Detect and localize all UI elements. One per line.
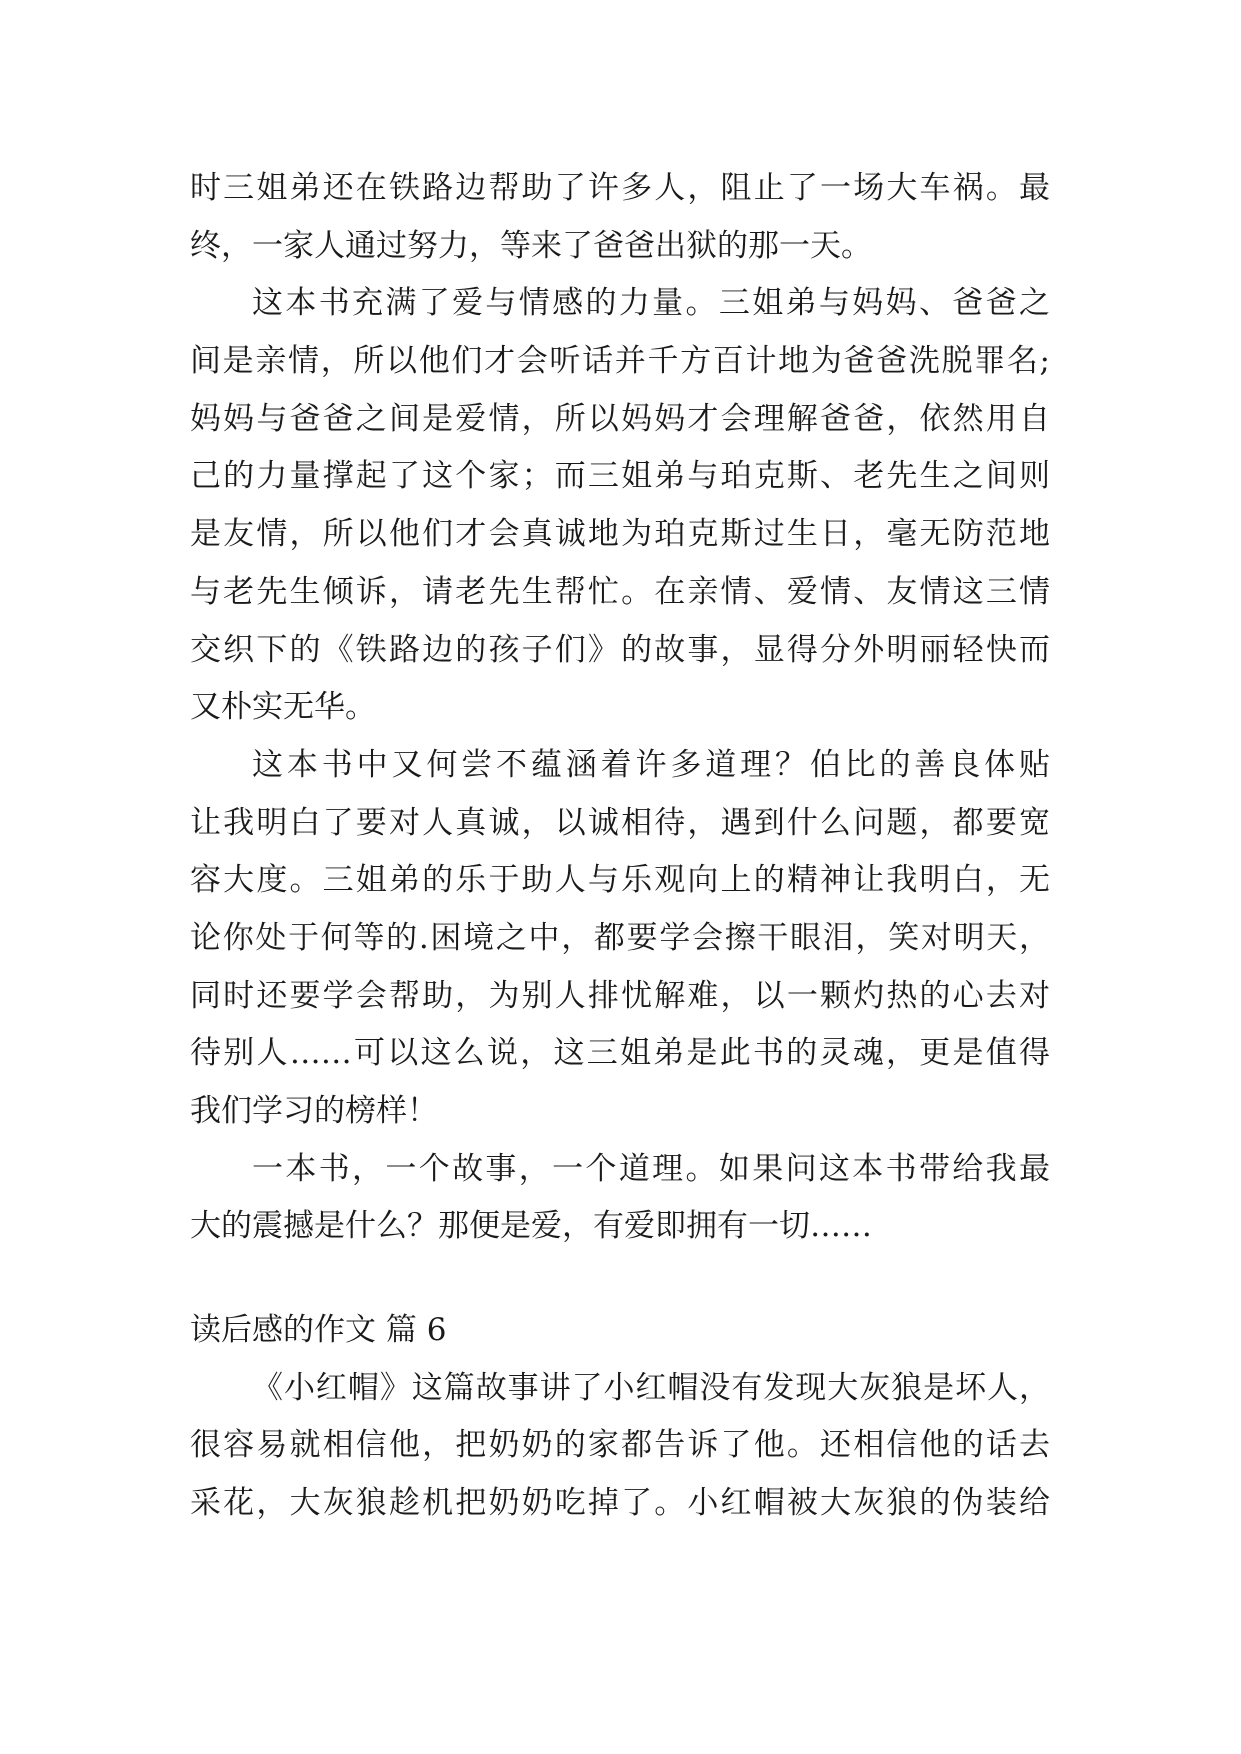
document-body — [190, 160, 1050, 1533]
text-line: 《小红帽》这篇故事讲了小红帽没有发现大灰狼是坏人， — [252, 1369, 1050, 1406]
text-line: 这本书充满了爱与情感的力量。三姐弟与妈妈、爸爸之 — [252, 285, 1050, 322]
section-gap — [190, 1256, 1050, 1302]
text-line: 与老先生倾诉，请老先生帮忙。在亲情、爱情、友情这三情 — [190, 573, 1050, 610]
text-line: 很容易就相信他，把奶奶的家都告诉了他。还相信他的话去 — [190, 1427, 1050, 1464]
text-line: 间是亲情，所以他们才会听话并千方百计地为爸爸洗脱罪名; — [190, 343, 1050, 380]
text-line: 同时还要学会帮助，为别人排忧解难，以一颗灼热的心去对 — [190, 977, 1050, 1014]
text-line: 这本书中又何尝不蕴涵着许多道理？伯比的善良体贴 — [252, 746, 1050, 783]
text-line: 妈妈与爸爸之间是爱情，所以妈妈才会理解爸爸，依然用自 — [190, 400, 1050, 437]
section-heading: 读后感的作文 篇 6 — [190, 1312, 447, 1349]
text-line: 我们学习的榜样！ — [190, 1093, 438, 1129]
text-line: 己的力量撑起了这个家；而三姐弟与珀克斯、老先生之间则 — [190, 458, 1050, 495]
text-line: 是友情，所以他们才会真诚地为珀克斯过生日，毫无防范地 — [190, 516, 1050, 553]
text-line: 时三姐弟还在铁路边帮助了许多人，阻止了一场大车祸。最 — [190, 170, 1050, 206]
text-line: 一本书，一个故事，一个道理。如果问这本书带给我最 — [252, 1150, 1050, 1187]
text-line: 待别人……可以这么说，这三姐弟是此书的灵魂，更是值得 — [190, 1035, 1050, 1072]
text-line: 大的震撼是什么？那便是爱，有爱即拥有一切…… — [190, 1208, 872, 1245]
text-line: 采花，大灰狼趁机把奶奶吃掉了。小红帽被大灰狼的伪装给 — [190, 1485, 1050, 1522]
text-line: 又朴实无华。 — [190, 689, 376, 726]
text-line: 交织下的《铁路边的孩子们》的故事，显得分外明丽轻快而 — [190, 631, 1050, 668]
text-line: 论你处于何等的.困境之中，都要学会擦干眼泪，笑对明天， — [190, 919, 1050, 956]
text-line: 容大度。三姐弟的乐于助人与乐观向上的精神让我明白，无 — [190, 862, 1050, 899]
text-line: 让我明白了要对人真诚，以诚相待，遇到什么问题，都要宽 — [190, 804, 1050, 841]
text-line: 终，一家人通过努力，等来了爸爸出狱的那一天。 — [190, 227, 872, 264]
